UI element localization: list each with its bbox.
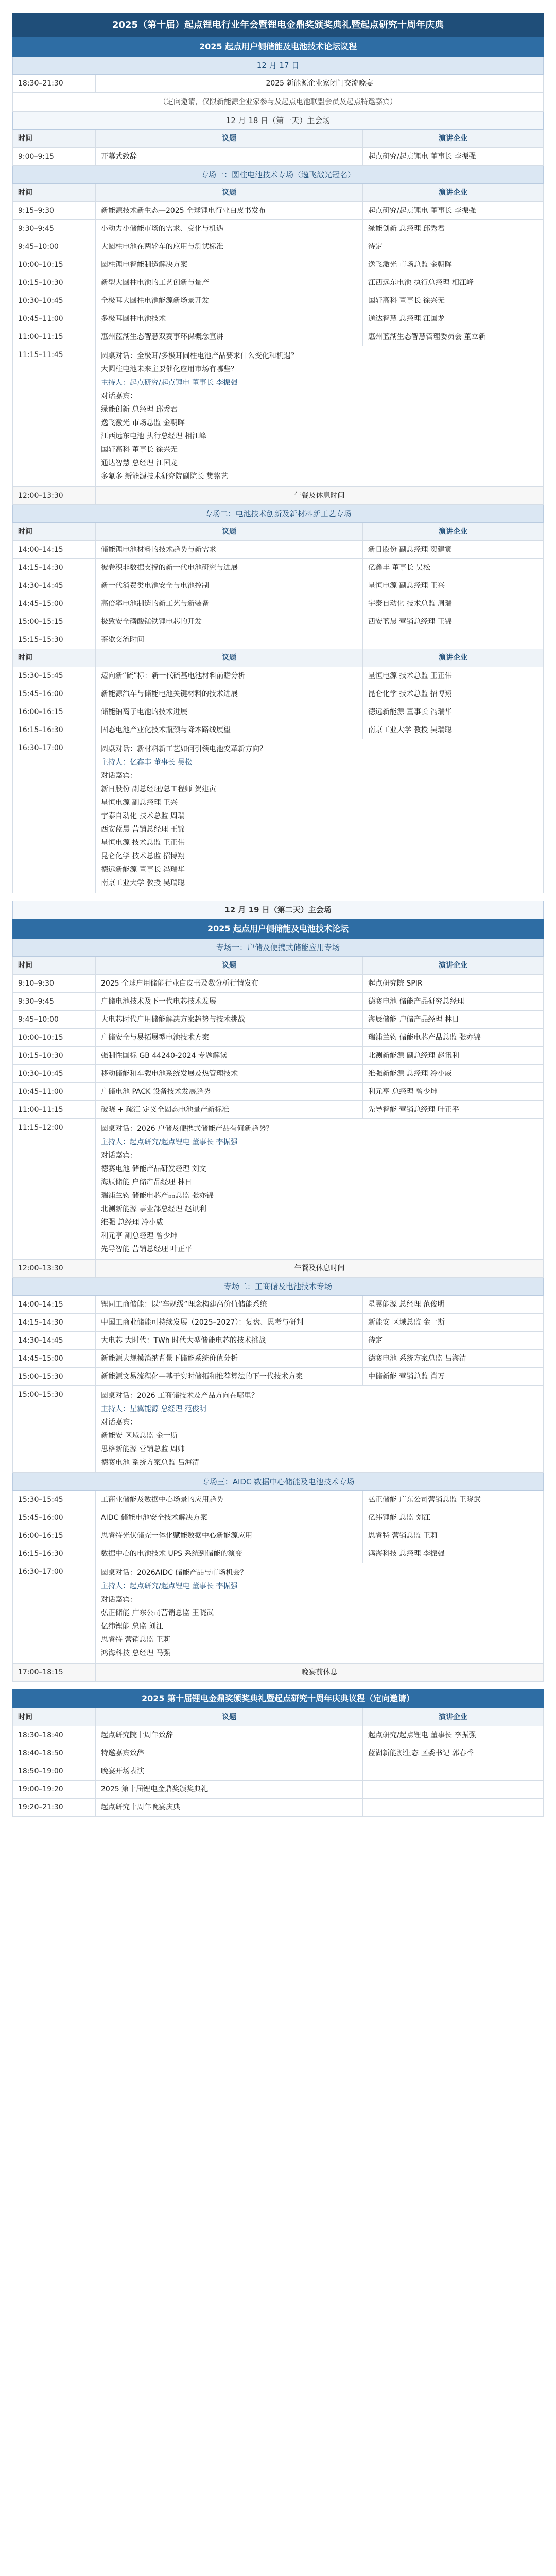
panel-row: 16:30–17:00 圆桌对话：新材料新工艺如何引领电池变革新方向？ 主持人：亿鑫丰 董事长 吴松 对话嘉宾： 新日股份 副总经理/总工程师 贺建寅 星恒电源 副总经理 王兴 宇泰自动化 技术总监 周瑞 西安蓝晨 营销总经理 王锦 星恒电源 技术总监 王正伟 昆仑化学 技术总监 招博翔 德远新能源 董事长 冯瑞华 南京工业大学 教授 吴瑞聪 — [12, 739, 544, 893]
table-row: 10:30–10:45 全极耳大圆柱电池能源新场景开发 国轩高科 董事长 徐兴无 — [12, 292, 544, 310]
day2-session3-title: 专场三：AIDC 数据中心储能及电池技术专场 — [12, 1473, 544, 1491]
panel-guest: 江西远东电池 执行总经理 相江峰 — [101, 432, 206, 440]
table-row: 14:15–14:30 被卷积非数据支撑的新一代电池研究与进展 亿鑫丰 董事长 吴松 — [12, 559, 544, 577]
panel-guest: 绿能创新 总经理 邱秀君 — [101, 405, 178, 414]
table-row: 15:45–16:00 AIDC 储能电池安全技术解决方案 亿纬锂能 总监 刘江 — [12, 1509, 544, 1527]
panel-guest: 思睿特 营销总监 王莉 — [101, 1636, 170, 1644]
panel-guest: 弘正储能 广东公司营销总监 王晓武 — [101, 1609, 214, 1617]
table-row: 9:45–10:00 大电芯时代户用储能解决方案趋势与技术挑战 海辰储能 户储产品经理 林日 — [12, 1011, 544, 1029]
table-header: 时间 议题 演讲企业 — [12, 130, 544, 148]
opening-row: 9:00–9:15 开幕式致辞 起点研究/起点锂电 董事长 李振强 — [12, 148, 544, 166]
table-row: 14:15–14:30 中国工商业储能可持续发展（2025–2027）：复盘、思考与研判 新能安 区域总监 金一斯 — [12, 1314, 544, 1332]
panel-guest: 新日股份 副总经理/总工程师 贺建寅 — [101, 785, 216, 793]
table-row: 14:30–14:45 新一代消费类电池安全与电池控制 星恒电源 副总经理 王兴 — [12, 577, 544, 595]
table-row: 18:40–18:50 特邀嘉宾致辞 蓝湖新能源生态 区委书记 郭春香 — [12, 1744, 544, 1762]
table-row: 10:15–10:30 强制性国标 GB 44240-2024 专题解读 北测新能源 副总经理 赵讯利 — [12, 1047, 544, 1065]
panel-title: 圆桌对话：新材料新工艺如何引领电池变革新方向？ — [101, 745, 267, 753]
panel-row: 16:30–17:00 圆桌对话：2026AIDC 储能产品与市场机会？ 主持人：起点研究/起点锂电 董事长 李振强 对话嘉宾： 弘正储能 广东公司营销总监 王晓武 亿纬锂能 总监 刘江 思睿特 营销总监 王莉 鸿海科技 总经理 马强 — [12, 1563, 544, 1664]
panel-row: 11:15–12:00 圆桌对话：2026 户储及便携式储能产品有何新趋势？ 主持人：起点研究/起点锂电 董事长 李振强 对话嘉宾： 德赛电池 储能产品研发经理 刘文 海辰储能 户储产品经理 林日 瑞浦兰钧 储能电芯产品总监 张亦锦 北测新能源 事业部总经理 赵讯利 维强 总经理 冷小威 利元亨 副总经理 曾少坤 先导智能 营销总经理 叶正平 — [12, 1119, 544, 1260]
table-row: 18:50–19:00 晚宴开场表演 — [12, 1762, 544, 1781]
day1-date: 12 月 17 日 — [12, 57, 544, 75]
panel-guest: 维强 总经理 冷小威 — [101, 1218, 163, 1227]
table-row: 14:00–14:15 锂同工商储能：以“车规级”理念构建高价值储能系统 星翼能源 总经理 范俊明 — [12, 1296, 544, 1314]
panel-guest: 通达智慧 总经理 江国龙 — [101, 459, 178, 467]
table-row: 15:00–15:15 极致安全磷酸锰铁锂电芯的开发 西安蓝晨 营销总经理 王锦 — [12, 613, 544, 631]
session1-title: 专场一：圆柱电池技术专场（逸飞激光冠名） — [12, 166, 544, 184]
table-row: 15:30–15:45 迈向新“硫”标：新一代硫基电池材料前瞻分析 星恒电源 技术总监 王正伟 — [12, 667, 544, 685]
table-row: 16:15–16:30 固态电池产业化技术瓶颈与降本路线展望 南京工业大学 教授 吴瑞聪 — [12, 721, 544, 739]
table-row: 14:00–14:15 储能锂电池材料的技术趋势与新需求 新日股份 副总经理 贺建寅 — [12, 541, 544, 559]
day2-date: 12 月 19 日（第二天）主会场 — [12, 901, 544, 919]
table-row: 16:00–16:15 储能钠离子电池的技术进展 德远新能源 董事长 冯瑞华 — [12, 703, 544, 721]
session2-title: 专场二：电池技术创新及新材料新工艺专场 — [12, 505, 544, 523]
panel-guest: 德远新能源 董事长 冯瑞华 — [101, 866, 185, 874]
table-row: 10:30–10:45 移动储能和车载电池系统发展及热管理技术 维强新能源 总经理 冷小威 — [12, 1065, 544, 1083]
table-row: 15:15–15:30 茶歇交流时间 — [12, 631, 544, 649]
table-row: 10:00–10:15 户储安全与易拓展型电池技术方案 瑞浦兰钧 储能电芯产品总监 张亦锦 — [12, 1029, 544, 1047]
table-row: 16:15–16:30 数据中心的电池技术 UPS 系统到储能的演变 鸿海科技 总经理 李振强 — [12, 1545, 544, 1563]
day1-subtitle: 12 月 18 日（第一天）主会场 — [12, 112, 544, 130]
table-row: 14:30–14:45 大电芯 大时代：TWh 时代大型储能电芯的技术挑战 待定 — [12, 1332, 544, 1350]
panel-guest: 新能安 区域总监 金一斯 — [101, 1432, 178, 1440]
table-row: 11:00–11:15 破晓 + 疏汇 定义全固态电池量产新标准 先导智能 营销总经理 叶正平 — [12, 1101, 544, 1119]
panel-guest: 瑞浦兰钧 储能电芯产品总监 张亦锦 — [101, 1192, 214, 1200]
table-row: 10:00–10:15 圆柱锂电智能制造解决方案 逸飞激光 市场总监 金朝晖 — [12, 256, 544, 274]
panel-guests-label: 对话嘉宾： — [101, 392, 137, 400]
table-header: 时间 议题 演讲企业 — [12, 184, 544, 202]
panel-guest: 德赛电池 系统方案总监 吕海清 — [101, 1459, 199, 1467]
table-row: 15:00–15:30 新能源文易流程化—基于实时储拓和推荐算法的下一代技术方案 中储新能 营销总监 肖万 — [12, 1368, 544, 1386]
panel-guest: 多氟多 新能源技术研究院副院长 樊铭艺 — [101, 472, 228, 481]
panel-guests-label: 对话嘉宾： — [101, 772, 137, 780]
forum1-title: 2025 起点用户侧储能及电池技术论坛议程 — [12, 37, 544, 57]
day2-session1-title: 专场一：户储及便携式储能应用专场 — [12, 939, 544, 957]
forum2-title: 2025 起点用户侧储能及电池技术论坛 — [12, 919, 544, 939]
agenda-page — [12, 8, 544, 1817]
panel-moderator: 主持人：星翼能源 总经理 范俊明 — [101, 1405, 206, 1413]
table-row: 19:20–21:30 起点研究十周年晚宴庆典 — [12, 1799, 544, 1817]
panel-guest: 逸飞激光 市场总监 金朝晖 — [101, 419, 185, 427]
evening-note: （定向邀请，仅限新能源企业家参与及起点电池联盟会员及起点特邀嘉宾） — [12, 93, 544, 112]
panel-title: 圆桌对话：2026 户储及便携式储能产品有何新趋势？ — [101, 1125, 273, 1133]
panel-guest: 国轩高科 董事长 徐兴无 — [101, 446, 178, 454]
panel-guest: 思格新能源 营销总监 周帅 — [101, 1445, 185, 1453]
panel-guest: 宇泰自动化 技术总监 周瑞 — [101, 812, 185, 820]
table-row: 10:45–11:00 多极耳圆柱电池技术 通达智慧 总经理 江国龙 — [12, 310, 544, 328]
table-row: 11:00–11:15 惠州蓝湖生态智慧双赛事环保概念宣讲 惠州蓝湖生态智慧管理委员会 董立新 — [12, 328, 544, 346]
table-row: 16:00–16:15 思睿特光伏储充一体化赋能数据中心新能源应用 思睿特 营销总监 王莉 — [12, 1527, 544, 1545]
table-row: 14:45–15:00 高倍率电池制造的新工艺与新装备 宇泰自动化 技术总监 周瑞 — [12, 595, 544, 613]
evening-row: 18:30–21:30 2025 新能源企业家闭门交流晚宴 — [12, 75, 544, 93]
day2-session2-title: 专场二：工商储及电池技术专场 — [12, 1278, 544, 1296]
panel-title: 圆桌对话：2026AIDC 储能产品与市场机会？ — [101, 1569, 248, 1577]
lunch-row: 12:00–13:30 午餐及休息时间 — [12, 487, 544, 505]
panel-title: 圆桌对话：2026 工商储技术及产品方向在哪里？ — [101, 1392, 259, 1400]
panel-guest: 南京工业大学 教授 吴瑞聪 — [101, 879, 185, 887]
table-header: 时间 议题 演讲企业 — [12, 649, 544, 667]
panel-guest: 星恒电源 技术总监 王正伟 — [101, 839, 185, 847]
panel-guest: 利元亨 副总经理 曾少坤 — [101, 1232, 178, 1240]
panel-guest: 北测新能源 事业部总经理 赵讯利 — [101, 1205, 206, 1213]
table-row: 9:30–9:45 户储电池技术及下一代电芯技术发展 德赛电池 储能产品研究总经理 — [12, 993, 544, 1011]
lunch-row: 12:00–13:30 午餐及休息时间 — [12, 1260, 544, 1278]
event-title: 2025（第十届）起点锂电行业年会暨锂电金鼎奖颁奖典礼暨起点研究十周年庆典 — [12, 13, 544, 37]
panel-guests-label: 对话嘉宾： — [101, 1418, 137, 1427]
table-row: 9:10–9:30 2025 全球户用储能行业白皮书及数分析行情发布 起点研究院 SPIR — [12, 975, 544, 993]
ceremony-title: 2025 第十届锂电金鼎奖颁奖典礼暨起点研究十周年庆典议程（定向邀请） — [12, 1689, 544, 1708]
break-row: 17:00–18:15 晚宴前休息 — [12, 1664, 544, 1682]
panel-subtitle: 大圆柱电池未来主要催化应用市场有哪些？ — [101, 365, 238, 374]
panel-guests-label: 对话嘉宾： — [101, 1596, 137, 1604]
panel-moderator: 主持人：亿鑫丰 董事长 吴松 — [101, 758, 192, 767]
panel-guest: 昆仑化学 技术总监 招博翔 — [101, 852, 185, 860]
panel-guest: 鸿海科技 总经理 马强 — [101, 1649, 170, 1657]
table-row: 9:15–9:30 新能源技术新生态—2025 全球锂电行业白皮书发布 起点研究/起点锂电 董事长 李振强 — [12, 202, 544, 220]
panel-guest: 德赛电池 储能产品研发经理 刘文 — [101, 1165, 206, 1173]
panel-guest: 星恒电源 副总经理 王兴 — [101, 799, 178, 807]
table-row: 10:15–10:30 新型大圆柱电池的工艺创新与量产 江西远东电池 执行总经理 相江峰 — [12, 274, 544, 292]
panel-moderator: 主持人：起点研究/起点锂电 董事长 李振强 — [101, 1582, 238, 1590]
panel-row: 15:00–15:30 圆桌对话：2026 工商储技术及产品方向在哪里？ 主持人：星翼能源 总经理 范俊明 对话嘉宾： 新能安 区域总监 金一斯 思格新能源 营销总监 周帅 德赛电池 系统方案总监 吕海清 — [12, 1386, 544, 1473]
table-header: 时间 议题 演讲企业 — [12, 957, 544, 975]
table-row: 10:45–11:00 户储电池 PACK 设备技术发展趋势 利元亨 总经理 曾少坤 — [12, 1083, 544, 1101]
table-row: 15:45–16:00 新能源汽车与储能电池关键材料的技术进展 昆仑化学 技术总监 招博翔 — [12, 685, 544, 703]
table-header: 时间 议题 演讲企业 — [12, 1708, 544, 1726]
panel-row: 11:15–11:45 圆桌对话：全极耳/多极耳圆柱电池产品要求什么变化和机遇？ 大圆柱电池未来主要催化应用市场有哪些？ 主持人：起点研究/起点锂电 董事长 李振强 对话嘉宾： 绿能创新 总经理 邱秀君 逸飞激光 市场总监 金朝晖 江西远东电池 执行总经理 相江峰 国轩高科 董事长 徐兴无 通达智慧 总经理 江国龙 多氟多 新能源技术研究院副院长 樊铭艺 — [12, 346, 544, 487]
panel-guest: 先导智能 营销总经理 叶正平 — [101, 1245, 192, 1253]
panel-guest: 西安蓝晨 营销总经理 王锦 — [101, 825, 185, 834]
panel-guests-label: 对话嘉宾： — [101, 1151, 137, 1160]
panel-title: 圆桌对话：全极耳/多极耳圆柱电池产品要求什么变化和机遇？ — [101, 352, 298, 360]
panel-moderator: 主持人：起点研究/起点锂电 董事长 李振强 — [101, 1138, 238, 1146]
table-row: 14:45–15:00 新能源大规模消纳背景下储能系统价值分析 德赛电池 系统方案总监 吕海清 — [12, 1350, 544, 1368]
panel-moderator: 主持人：起点研究/起点锂电 董事长 李振强 — [101, 379, 238, 387]
table-row: 19:00–19:20 2025 第十届锂电金鼎奖颁奖典礼 — [12, 1781, 544, 1799]
panel-guest: 海辰储能 户储产品经理 林日 — [101, 1178, 192, 1187]
panel-guest: 亿纬锂能 总监 刘江 — [101, 1622, 163, 1631]
table-row: 18:30–18:40 起点研究院十周年致辞 起点研究/起点锂电 董事长 李振强 — [12, 1726, 544, 1744]
table-header: 时间 议题 演讲企业 — [12, 523, 544, 541]
table-row: 9:30–9:45 小动力小储能市场的需求、变化与机遇 绿能创新 总经理 邱秀君 — [12, 220, 544, 238]
table-row: 9:45–10:00 大圆柱电池在两轮车的应用与测试标准 待定 — [12, 238, 544, 256]
table-row: 15:30–15:45 工商业储能及数据中心场景的应用趋势 弘正储能 广东公司营销总监 王晓武 — [12, 1491, 544, 1509]
